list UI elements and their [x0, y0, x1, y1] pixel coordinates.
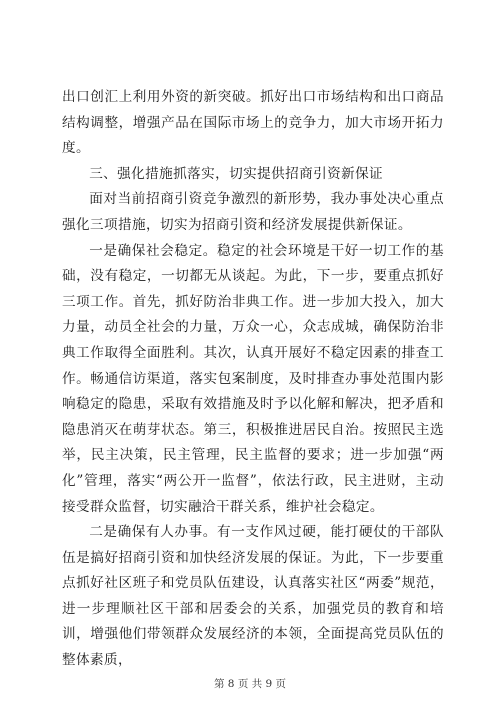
section-heading: 三、强化措施抓落实，切实提供招商引资新保证 — [89, 165, 384, 182]
document-body — [62, 85, 444, 674]
paragraph-intro: 面对当前招商引资竞争激烈的新形势，我办事处决心重点强化三项措施，切实为招商引资和经济发展提供新保证。 — [62, 191, 444, 233]
paragraph-staffing: 二是确保有人办事。有一支作风过硬，能打硬仗的干部队伍是搞好招商引资和加快经济发展的保证。为此，下一步要重点抓好社区班子和党员队伍建设，认真落实社区“两委”规范，进一步理顺社区干部和居委会的关系，加强党员的教育和培训，增强他们带领群众发展经济的本领，全面提高党员队伍的整体素质， — [62, 524, 444, 669]
paragraph-social-stability: 一是确保社会稳定。稳定的社会环境是干好一切工作的基础，没有稳定，一切都无从谈起。为此，下一步，要重点抓好三项工作。首先，抓好防治非典工作。进一步加大投入，加大力量，动员全社会的力量，万众一心，众志成城，确保防治非典工作取得全面胜利。其次，认真开展好不稳定因素的排查工作。畅通信访渠道，落实包案制度，及时排查办事处范围内影响稳定的隐患，采取有效措施及时予以化解和解决，把矛盾和隐患消灭在萌芽状态。第三，积极推进居民自治。按照民主选举，民主决策，民主管理，民主监督的要求；进一步加强“两化”管理，落实“两公开一监督”，依法行政，民主进财，主动接受群众监督，切实融洽干群关系，维护社会稳定。 — [62, 242, 444, 515]
page-number-footer: 第 8 页 共 9 页 — [213, 678, 287, 690]
paragraph-continuation: 出口创汇上利用外资的新突破。抓好出口市场结构和出口商品结构调整，增强产品在国际市场上的竞争力，加大市场开拓力度。 — [62, 89, 444, 157]
